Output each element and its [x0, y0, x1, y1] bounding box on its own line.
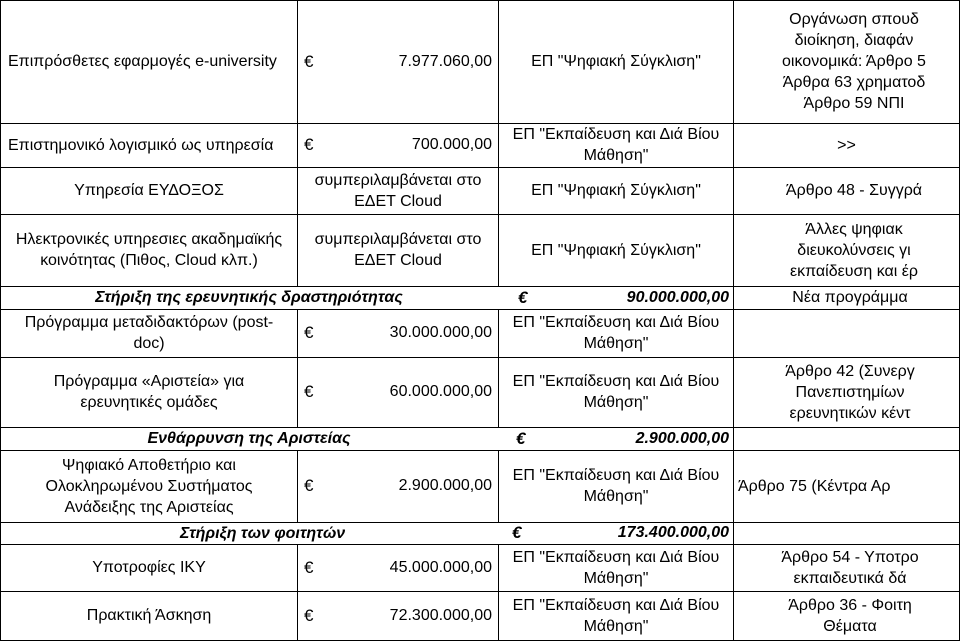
legal-text: εκπαιδευτικά δά: [793, 569, 907, 587]
program-text: Μάθηση": [583, 335, 649, 352]
item-name: [1, 450, 297, 522]
legal-text: Άρθρο 36 - Φοιτη: [788, 596, 912, 614]
program-text: Μάθηση": [583, 488, 649, 505]
program-cell: [499, 123, 733, 167]
legal-text: Άλλες ψηφιακ: [805, 220, 903, 238]
item-name: [4, 0, 297, 123]
euro-icon: €: [304, 323, 314, 342]
program-cell: [499, 0, 733, 123]
program-cell: [499, 167, 733, 214]
program-cell: [499, 309, 733, 357]
legal-text: ερευνητικών κέντ: [789, 404, 911, 422]
item-name-text: κοινότητας (Πιθος, Cloud κλπ.): [40, 252, 258, 269]
legal-basis-cell: [734, 123, 959, 167]
legal-basis-cell: [734, 286, 959, 309]
item-name: [1, 591, 297, 640]
legal-text: Θέματα: [823, 617, 877, 635]
amount-note-cell: [298, 214, 498, 286]
legal-text: Άρθρο 54 - Υποτρο: [781, 548, 919, 566]
euro-icon: €: [304, 382, 314, 401]
program-cell: [499, 591, 733, 640]
program-text: ΕΠ "Εκπαίδευση και Διά Βίου: [512, 373, 720, 390]
program-cell: [499, 450, 733, 522]
program-text: ΕΠ "Εκπαίδευση και Διά Βίου: [512, 314, 720, 331]
item-name-text: Ψηφιακό Αποθετήριο και: [62, 456, 236, 474]
euro-icon: €: [304, 605, 314, 625]
legal-basis-cell: [734, 167, 959, 214]
program-text: ΕΠ "Εκπαίδευση και Διά Βίου: [512, 548, 720, 566]
amount-value: 30.000.000,00: [389, 324, 492, 341]
legal-basis-cell: [734, 357, 959, 427]
legal-text: Άρθρο 75 (Κέντρα Αρ: [738, 477, 891, 495]
euro-icon: €: [304, 135, 314, 154]
legal-text: Πανεπιστημίων: [795, 383, 905, 401]
amount-value: 173.400.000,00: [617, 524, 729, 541]
euro-icon: €: [518, 287, 528, 307]
legal-basis-cell: [734, 544, 959, 591]
item-name: [4, 123, 297, 167]
program-cell: [499, 357, 733, 427]
legal-text: Άρθρο 42 (Συνεργ: [785, 362, 915, 380]
section-title: [0, 286, 498, 309]
item-name-text: Ολοκληρωμένου Συστήματος: [45, 477, 253, 495]
legal-text: Νέα προγράμμα: [792, 289, 908, 306]
amount-cell: [298, 309, 498, 357]
item-name-text: ερευνητικές ομάδες: [80, 394, 218, 411]
amount-value: 2.900.000,00: [635, 429, 729, 447]
amount-value: 7.977.060,00: [398, 52, 492, 70]
euro-icon: €: [304, 51, 314, 71]
euro-icon: €: [304, 476, 314, 495]
legal-text: Άρθρα 63 χρηματοδ: [782, 74, 926, 91]
item-name: [1, 214, 297, 286]
amount-note: ΕΔΕΤ Cloud: [354, 192, 442, 210]
section-title-text: Στήριξη των φοιτητών: [180, 524, 346, 542]
euro-icon: €: [304, 557, 314, 577]
program-text: ΕΠ "Ψηφιακή Σύγκλιση": [531, 182, 701, 199]
amount-value: 60.000.000,00: [389, 383, 492, 400]
legal-basis-cell: [734, 450, 959, 522]
section-amount: [498, 427, 733, 450]
legal-basis-cell: [734, 0, 959, 123]
item-name: [1, 357, 297, 427]
item-name-text: Επιπρόσθετες εφαρμογές e-university: [8, 53, 277, 70]
section-title-text: Στήριξη της ερευνητικής δραστηριότητας: [95, 289, 403, 306]
legal-text: Άρθρο 48 - Συγγρά: [785, 182, 923, 199]
item-name-text: Υποτροφίες ΙΚΥ: [92, 559, 206, 576]
item-name: [1, 544, 297, 591]
legal-basis-cell: [734, 591, 959, 640]
program-text: Μάθηση": [583, 394, 649, 411]
section-title: [0, 522, 498, 544]
program-text: ΕΠ "Ψηφιακή Σύγκλιση": [531, 241, 701, 259]
legal-text: οικονομικά: Άρθρο 5: [782, 53, 926, 70]
item-name-text: Υπηρεσία ΕΥΔΟΞΟΣ: [74, 182, 224, 199]
amount-cell: [298, 357, 498, 427]
program-text: Μάθηση": [583, 147, 649, 164]
program-text: ΕΠ "Εκπαίδευση και Διά Βίου: [512, 596, 720, 614]
euro-icon: €: [516, 428, 526, 448]
section-amount: [498, 522, 733, 544]
amount-cell: [298, 591, 498, 640]
program-text: Μάθηση": [583, 617, 649, 635]
amount-value: 2.900.000,00: [398, 477, 492, 494]
amount-note: συμπεριλαμβάνεται στο: [314, 171, 482, 189]
amount-value: 700.000,00: [411, 136, 492, 153]
amount-value: 45.000.000,00: [389, 558, 492, 576]
euro-icon: €: [512, 523, 522, 542]
amount-cell: [298, 544, 498, 591]
amount-value: 72.300.000,00: [389, 606, 492, 624]
amount-value: 90.000.000,00: [626, 288, 729, 306]
program-text: Μάθηση": [583, 569, 649, 587]
program-cell: [499, 544, 733, 591]
program-text: ΕΠ "Εκπαίδευση και Διά Βίου: [512, 126, 720, 143]
amount-cell: [298, 123, 498, 167]
section-amount: [498, 286, 733, 309]
legal-text: εκπαίδευση και έρ: [789, 262, 919, 280]
legal-text: Οργάνωση σπουδ: [789, 11, 919, 28]
amount-note: ΕΔΕΤ Cloud: [354, 252, 442, 269]
item-name-text: Πρακτική Άσκηση: [86, 607, 212, 624]
item-name-text: Πρόγραμμα μεταδιδακτόρων (post-: [24, 314, 274, 331]
program-text: ΕΠ "Ψηφιακή Σύγκλιση": [531, 53, 701, 70]
legal-text: >>: [837, 136, 856, 154]
item-name-text: Επιστημονικό λογισμικό ως υπηρεσία: [8, 136, 274, 154]
amount-note: συμπεριλαμβάνεται στο: [314, 231, 482, 248]
program-text: ΕΠ "Εκπαίδευση και Διά Βίου: [512, 467, 720, 484]
item-name-text: doc): [133, 335, 165, 352]
legal-text: διοίκηση, διαφάν: [794, 32, 914, 49]
section-title: [0, 427, 498, 450]
section-title-text: Ενθάρρυνση της Αριστείας: [147, 430, 351, 447]
item-name-text: Ηλεκτρονικές υπηρεσιες ακαδημαϊκής: [15, 231, 283, 248]
amount-note-cell: [298, 167, 498, 214]
legal-text: Άρθρο 59 ΝΠΙ: [803, 95, 905, 112]
amount-cell: [298, 0, 498, 123]
item-name: [1, 309, 297, 357]
item-name-text: Ανάδειξης της Αριστείας: [64, 498, 234, 516]
legal-text: διευκολύνσεις γι: [797, 241, 911, 259]
program-cell: [499, 214, 733, 286]
amount-cell: [298, 450, 498, 522]
item-name-text: Πρόγραμμα «Αριστεία» για: [53, 373, 245, 390]
legal-basis-cell: [734, 214, 959, 286]
item-name: [1, 167, 297, 214]
